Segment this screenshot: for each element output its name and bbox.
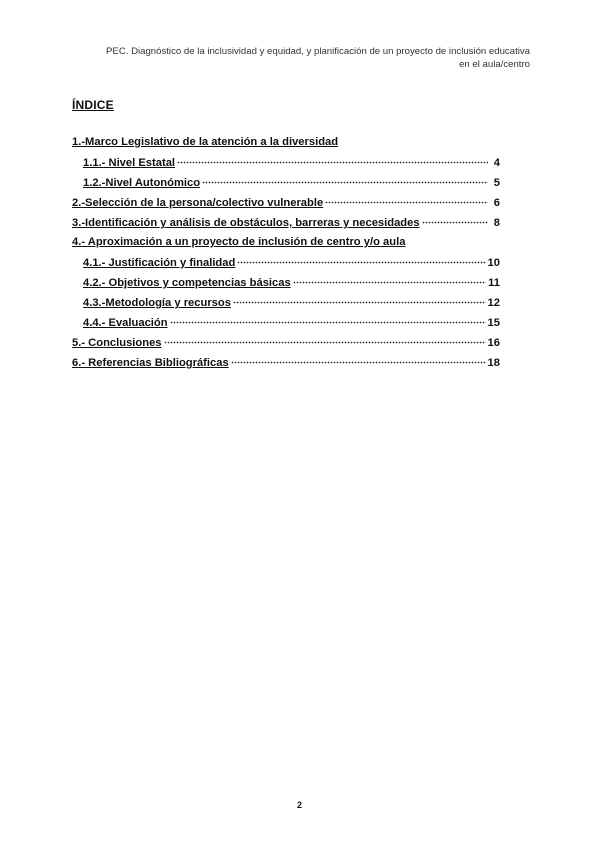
toc-entry-2[interactable] <box>72 196 500 216</box>
toc-entry-label: 4.2.- Objetivos y competencias básicas <box>83 277 291 289</box>
toc-title: ÍNDICE <box>72 98 114 112</box>
toc-entry-page: 10 <box>487 257 500 269</box>
dot-leader <box>164 334 486 344</box>
dot-leader <box>325 194 488 204</box>
toc-entry-label: 1.2.-Nivel Autonómico <box>83 177 201 189</box>
toc-entry-6[interactable] <box>72 356 500 376</box>
toc-entry-4-4[interactable] <box>72 316 500 336</box>
toc-entry-label: 2.-Selección de la persona/colectivo vulnerable <box>72 197 324 209</box>
toc-entry-page: 5 <box>493 177 500 189</box>
dot-leader <box>170 314 486 324</box>
toc-entry-label: 4.3.-Metodología y recursos <box>83 297 231 309</box>
toc-entry-page: 12 <box>487 297 500 309</box>
toc-entry-3[interactable] <box>72 216 500 236</box>
toc-entry-page: 8 <box>493 217 500 229</box>
toc-entry-label: 5.- Conclusiones <box>72 337 162 349</box>
header-line-1: PEC. Diagnóstico de la inclusividad y equidad, y planificación de un proyecto de inclusión educativa <box>106 46 530 57</box>
toc-entry-page: 18 <box>487 357 500 369</box>
toc-entry-label: 4.- Aproximación a un proyecto de inclusión de centro y/o aula <box>72 236 406 248</box>
toc-entry-page: 11 <box>488 277 500 289</box>
toc-entry-label: 4.4.- Evaluación <box>83 317 168 329</box>
toc-entry-label: 3.-Identificación y análisis de obstáculos, barreras y necesidades <box>72 217 420 229</box>
toc-entry-1[interactable] <box>72 136 500 156</box>
page-number: 2 <box>296 800 302 810</box>
toc-entry-page: 4 <box>493 157 500 169</box>
dot-leader <box>293 274 486 284</box>
toc-entry-1-1[interactable] <box>72 156 500 176</box>
toc-entry-4[interactable] <box>72 236 500 256</box>
dot-leader <box>202 174 488 184</box>
toc-entry-5[interactable] <box>72 336 500 356</box>
page-header <box>60 45 530 71</box>
toc-entry-4-2[interactable] <box>72 276 500 296</box>
toc-entry-label: 6.- Referencias Bibliográficas <box>72 357 229 369</box>
dot-leader <box>231 354 486 364</box>
toc-entry-page: 15 <box>487 317 500 329</box>
toc-entry-label: 4.1.- Justificación y finalidad <box>83 257 236 269</box>
toc-entry-page: 6 <box>493 197 500 209</box>
toc-entry-1-2[interactable] <box>72 176 500 196</box>
dot-leader <box>422 214 488 224</box>
toc-entry-4-1[interactable] <box>72 256 500 276</box>
toc-entry-label: 1.-Marco Legislativo de la atención a la diversidad <box>72 136 339 148</box>
dot-leader <box>237 254 485 264</box>
header-line-2: en el aula/centro <box>459 59 530 70</box>
dot-leader <box>233 294 486 304</box>
toc-entry-page: 16 <box>487 337 500 349</box>
toc-entry-4-3[interactable] <box>72 296 500 316</box>
dot-leader <box>177 154 488 164</box>
toc-entry-label: 1.1.- Nivel Estatal <box>83 157 176 169</box>
table-of-contents <box>72 136 500 376</box>
